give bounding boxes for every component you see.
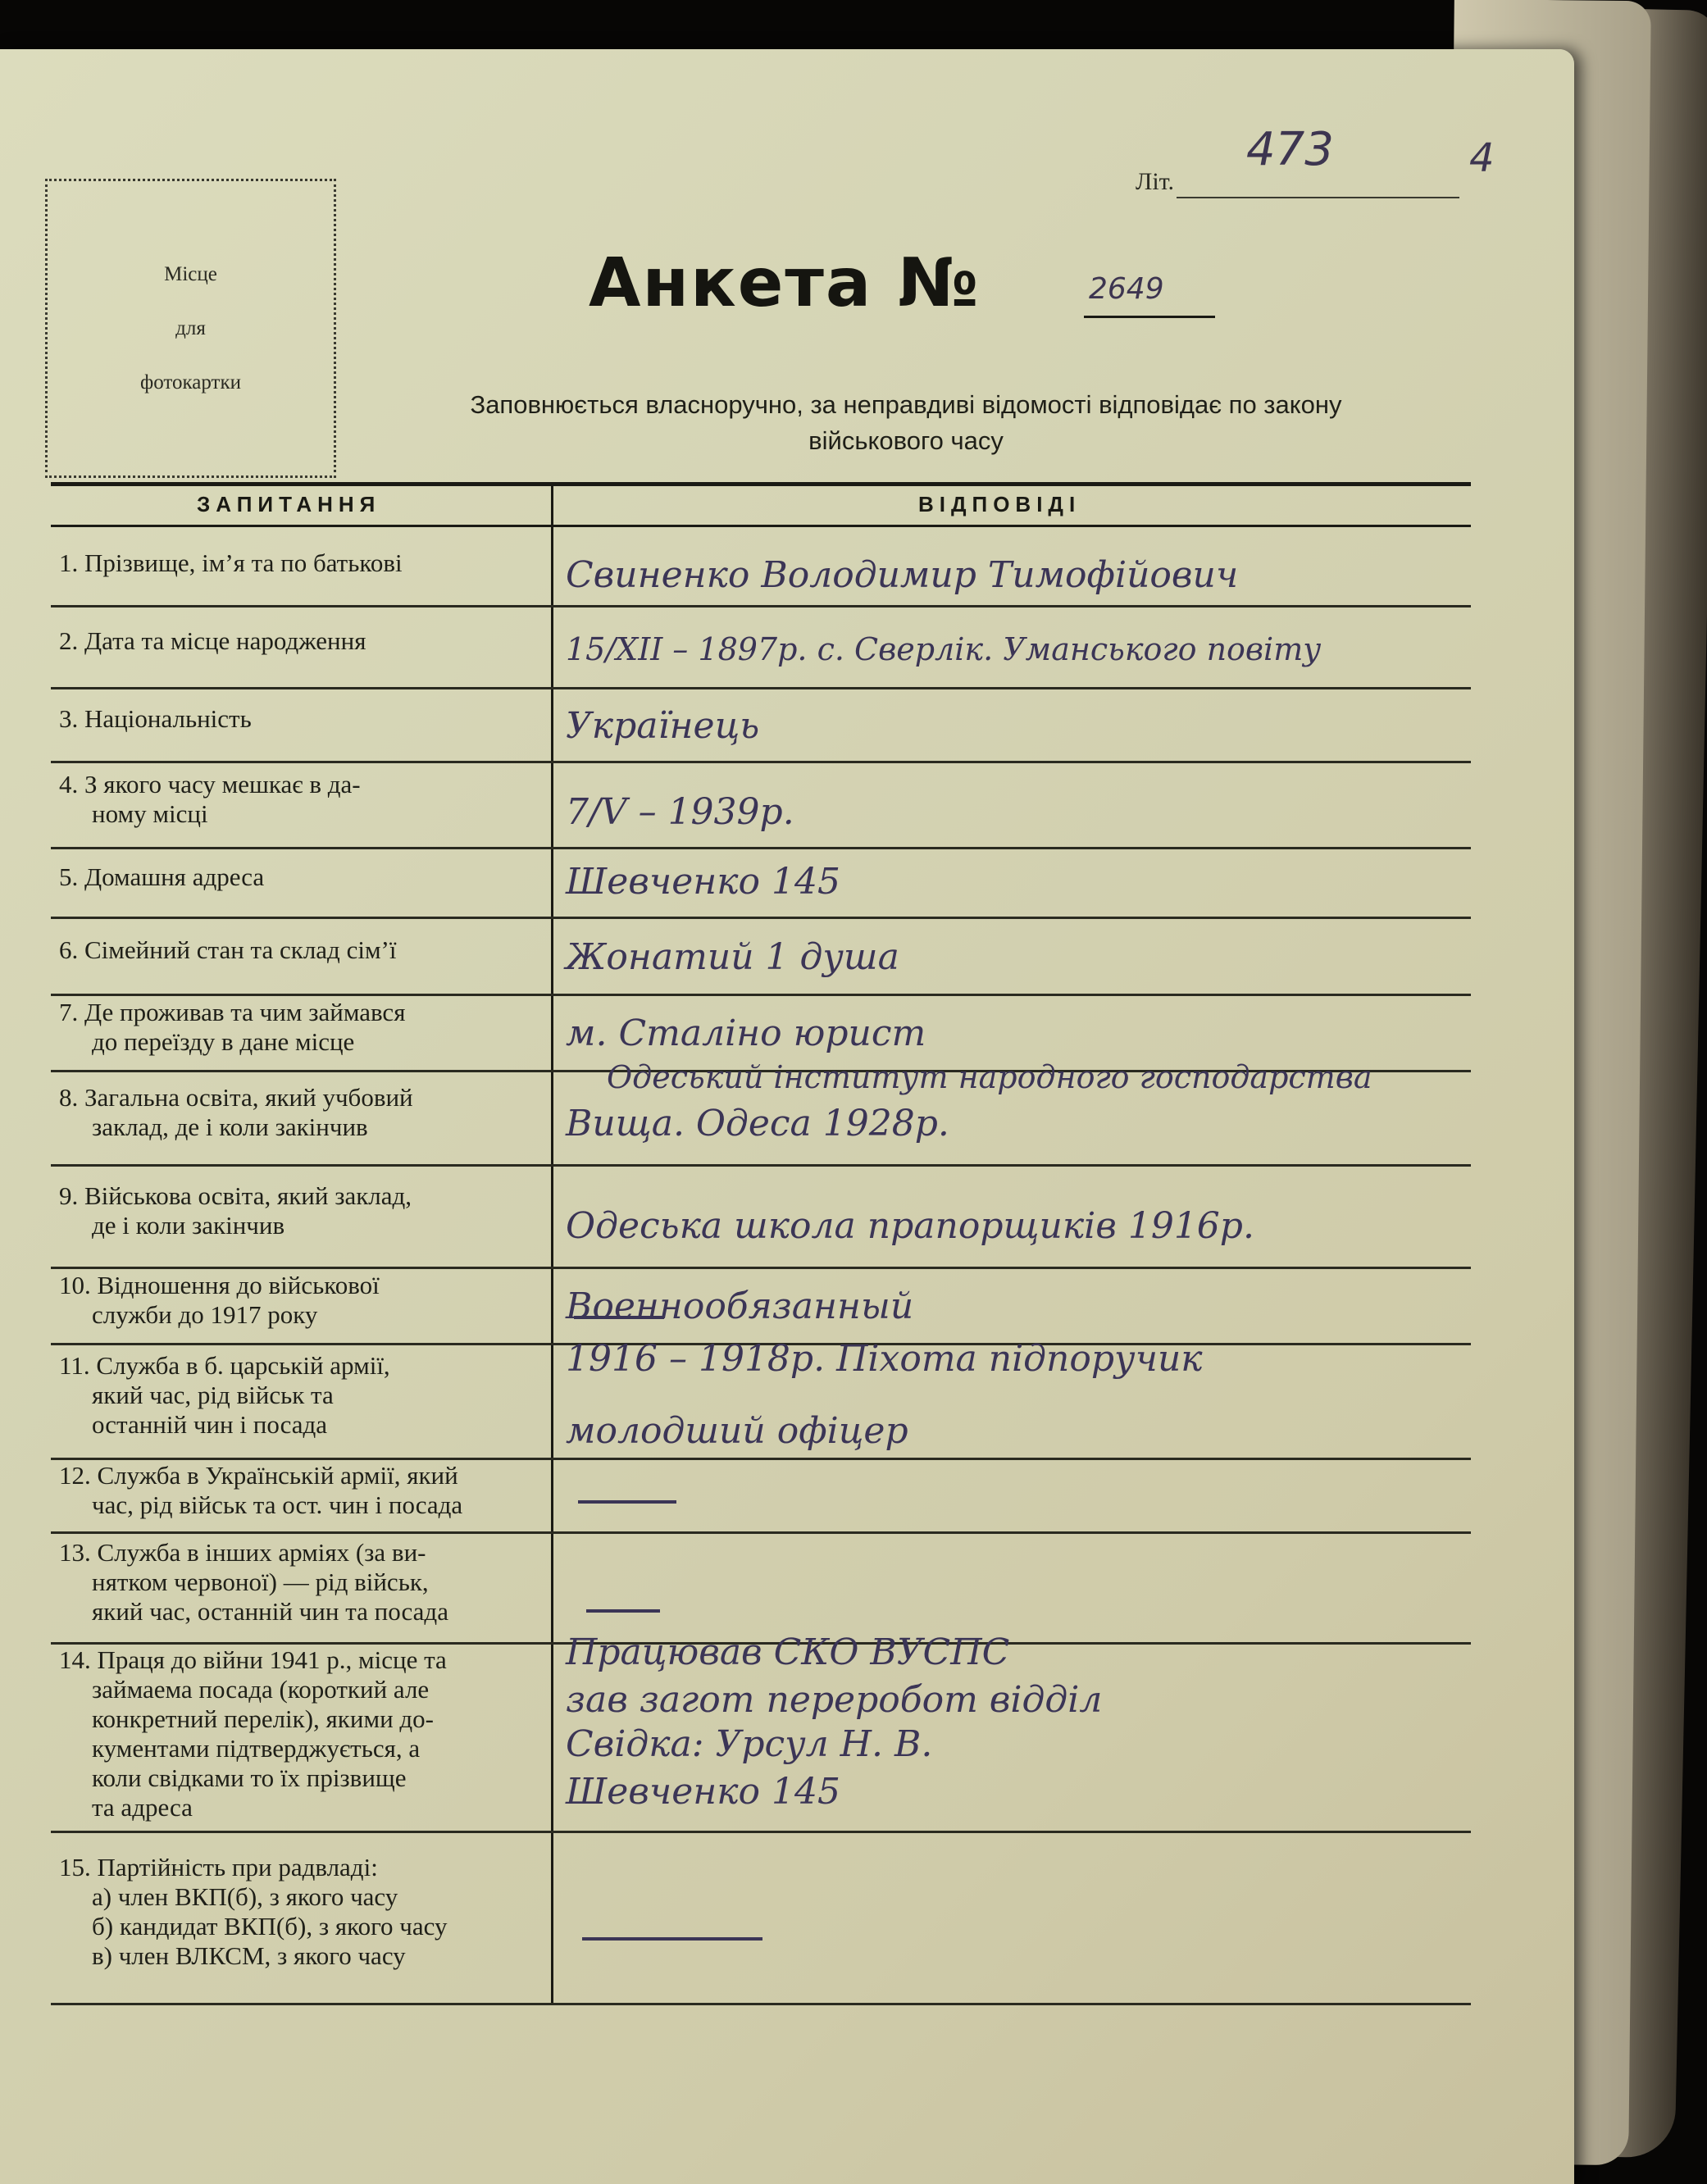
photo-placeholder-box — [45, 179, 336, 478]
handwritten-answer: молодший офіцер — [566, 1410, 908, 1452]
question-line: 8. Загальна освіта, який учбовий — [59, 1082, 413, 1112]
form-instructions — [361, 387, 1451, 459]
question-text — [59, 548, 551, 578]
question-text — [59, 704, 551, 734]
question-line: 4. З якого часу мешкає в да- — [59, 769, 361, 799]
question-line: до переїзду в дане місце — [92, 1026, 355, 1056]
question-line: 3. Національність — [59, 704, 252, 733]
question-line: ному місці — [92, 799, 208, 828]
handwritten-answer: Одеська школа прапорщиків 1916р. — [566, 1205, 1254, 1247]
handwritten-answer: Свиненко Володимир Тимофійович — [566, 554, 1239, 596]
question-text — [59, 1351, 551, 1440]
question-text — [59, 1271, 551, 1330]
question-line: конкретний перелік), якими до- — [92, 1704, 435, 1733]
question-line: 6. Сімейний стан та склад сім’ї — [59, 935, 397, 964]
handwritten-answer: м. Сталіно юрист — [566, 1012, 926, 1054]
instructions-line: військового часу — [808, 426, 1004, 455]
question-text — [59, 1461, 551, 1520]
question-line: б) кандидат ВКП(б), з якого часу — [92, 1912, 448, 1941]
form-row — [51, 1831, 1471, 2005]
question-line: кументами підтверджується, а — [92, 1734, 421, 1763]
question-line: де і коли закінчив — [92, 1210, 285, 1240]
handwritten-answer: Працював СКО ВУСПС — [566, 1631, 1010, 1673]
question-line: в) член ВЛКСМ, з якого часу — [92, 1941, 406, 1970]
corner-page-number: 4 — [1469, 135, 1495, 181]
answer-dash-mark — [578, 1500, 676, 1504]
question-line: 1. Прізвище, ім’я та по батькові — [59, 548, 403, 577]
question-text — [59, 998, 551, 1057]
question-text — [59, 1181, 551, 1240]
answer-dash-mark — [586, 1609, 660, 1613]
question-line: служби до 1917 року — [92, 1299, 318, 1329]
handwritten-answer: Шевченко 145 — [566, 1771, 840, 1813]
question-line: 5. Домашня адреса — [59, 862, 265, 891]
lit-number: 473 — [1246, 123, 1334, 176]
question-line: 9. Військова освіта, який заклад, — [59, 1181, 412, 1210]
question-line: час, рід військ та ост. чин і посада — [92, 1490, 463, 1519]
photo-box-line: Місце — [164, 262, 217, 285]
question-line: 11. Служба в б. царській армії, — [59, 1351, 390, 1380]
form-row — [51, 761, 1471, 849]
answer-dash-mark — [582, 1937, 762, 1941]
question-text — [59, 935, 551, 965]
question-line: та адреса — [92, 1793, 193, 1822]
question-text — [59, 1538, 551, 1627]
form-row — [51, 605, 1471, 689]
form-row — [51, 917, 1471, 996]
handwritten-answer: 15/XII – 1897р. с. Сверлік. Уманського повіту — [566, 631, 1322, 667]
handwritten-answer: Одеський інститут народного господарства — [607, 1059, 1372, 1095]
question-line: який час, останній чин та посада — [92, 1596, 448, 1626]
photo-box-line: фотокартки — [140, 371, 241, 394]
form-title: Анкета № — [589, 244, 981, 322]
instructions-line: Заповнюється власноручно, за неправдиві відомості відповідає по закону — [470, 390, 1342, 419]
anketa-number: 2649 — [1089, 272, 1164, 306]
handwritten-answer: Военнообязанный — [566, 1285, 914, 1327]
lit-label: Літ. — [1136, 168, 1175, 195]
handwritten-answer: Шевченко 145 — [566, 861, 840, 903]
question-text — [59, 1083, 551, 1142]
question-text — [59, 1645, 551, 1822]
question-line: займаема посада (короткий але — [92, 1675, 430, 1704]
form-row — [51, 1631, 1471, 1833]
form-row — [51, 1059, 1471, 1167]
photo-box-line: для — [175, 316, 206, 339]
question-text — [59, 770, 551, 829]
handwritten-answer: Жонатий 1 душа — [566, 936, 899, 978]
answer-dash-mark — [574, 1316, 664, 1319]
question-line: 13. Служба в інших арміях (за ви- — [59, 1537, 426, 1567]
form-row — [51, 1267, 1471, 1345]
question-line: 7. Де проживав та чим займався — [59, 997, 406, 1026]
question-line: який час, рід військ та — [92, 1381, 334, 1409]
form-row — [51, 1164, 1471, 1269]
question-line: 14. Праця до війни 1941 р., місце та — [59, 1645, 447, 1674]
form-row — [51, 1338, 1471, 1460]
question-line: заклад, де і коли закінчив — [92, 1112, 368, 1141]
handwritten-answer: Свідка: Урсул Н. В. — [566, 1723, 933, 1765]
form-row — [51, 1531, 1471, 1645]
form-row — [51, 531, 1471, 607]
form-row — [51, 687, 1471, 763]
form-row — [51, 847, 1471, 919]
question-line: 2. Дата та місце народження — [59, 626, 366, 655]
header-rule — [51, 525, 1471, 527]
handwritten-answer: зав загот переробот відділ — [566, 1679, 1103, 1721]
handwritten-answer: Вища. Одеса 1928р. — [566, 1103, 949, 1144]
handwritten-answer: 7/V – 1939р. — [566, 791, 794, 833]
table-top-rule — [51, 482, 1471, 486]
handwritten-answer: Українець — [566, 705, 760, 747]
lit-underline — [1177, 197, 1459, 198]
question-text — [59, 626, 551, 656]
question-line: коли свідками то їх прізвище — [92, 1763, 407, 1792]
question-text — [59, 1853, 551, 1971]
column-header-answers: ВІДПОВІДІ — [918, 492, 1081, 516]
question-line: 12. Служба в Українській армії, який — [59, 1461, 458, 1490]
question-text — [59, 862, 551, 892]
question-line: а) член ВКП(б), з якого часу — [92, 1882, 398, 1911]
question-line: 15. Партійність при радвладі: — [59, 1853, 378, 1881]
question-line: нятком червоної) — рід військ, — [92, 1567, 429, 1596]
question-line: останній чин і посада — [92, 1410, 328, 1439]
anketa-number-underline — [1084, 316, 1215, 318]
column-header-questions: ЗАПИТАННЯ — [197, 492, 381, 516]
handwritten-answer: 1916 – 1918р. Піхота підпоручик — [566, 1338, 1203, 1380]
question-line: 10. Відношення до військової — [59, 1270, 380, 1299]
form-row — [51, 1458, 1471, 1534]
